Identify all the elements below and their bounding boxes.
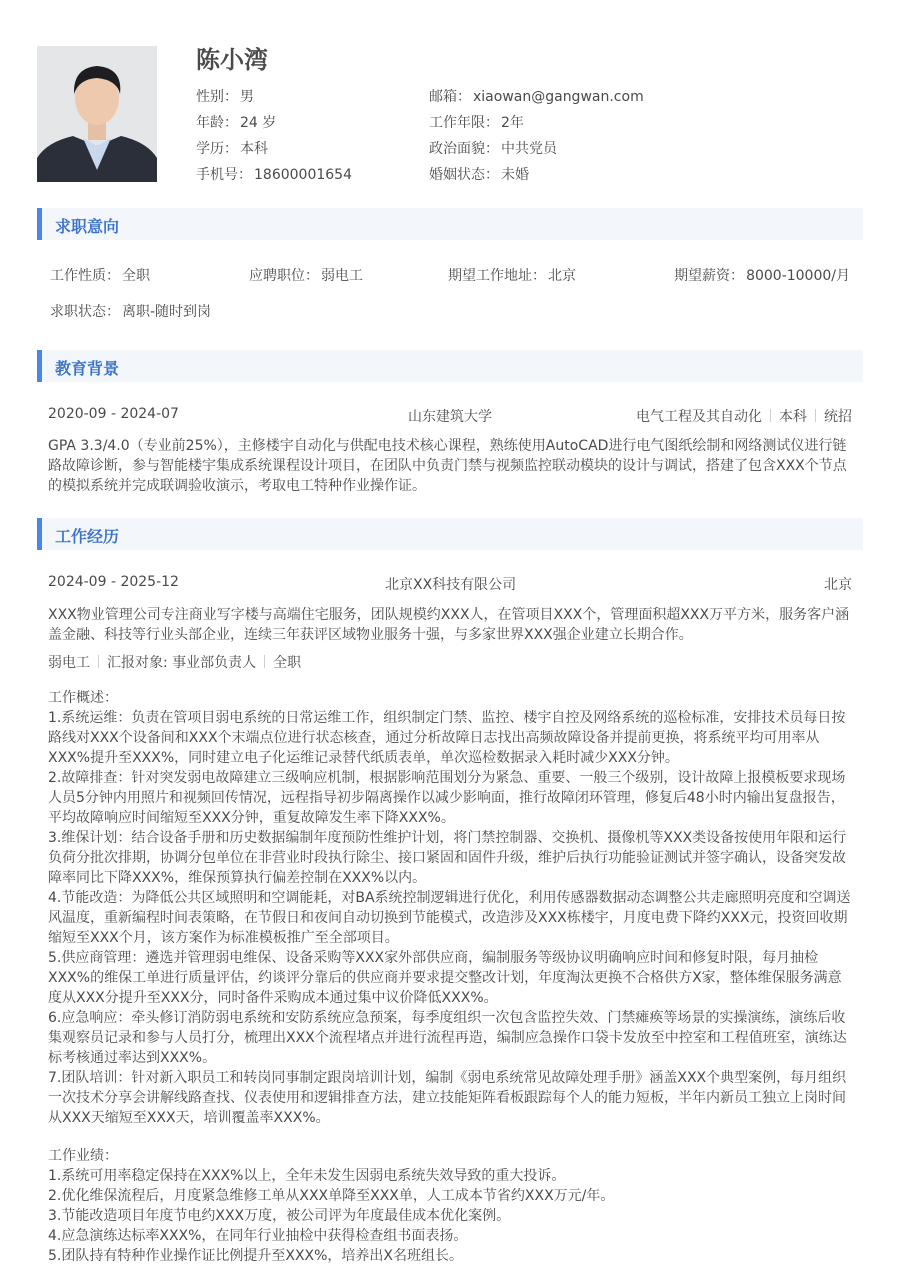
work-overview (48, 688, 852, 1128)
work-city: 北京 (824, 577, 852, 593)
work-role: 弱电工 (48, 655, 90, 671)
marital-label: 婚姻状态： (429, 167, 499, 183)
education-value: 本科 (240, 141, 268, 157)
avatar (37, 46, 157, 182)
intention-type (50, 265, 150, 285)
overview-item: 5.供应商管理：遴选并管理弱电维保、设备采购等XXX家外部供应商，编制服务等级协议明确响应时间和修复时限，每月抽检XXX%的维保工单进行质量评估，约谈评分靠后的供应商并要求提交整改计划，年度淘汰更换不合格供方X家，整体维保服务满意度从XXX分提升至XXX分，同时备件采购成本通过集中议价降低XXX%。 (48, 950, 842, 1006)
years-label: 工作年限： (429, 115, 499, 131)
info-gender (196, 86, 254, 106)
education-type: 统招 (824, 409, 852, 425)
intention-location-value: 北京 (548, 268, 576, 284)
section-accent-bar (37, 518, 42, 550)
intention-type-value: 全职 (122, 268, 150, 284)
result-item: 1.系统可用率稳定保持在XXX%以上，全年未发生因弱电系统失效导致的重大投诉。 (48, 1168, 566, 1184)
politics-label: 政治面貌： (429, 141, 499, 157)
section-title: 教育背景 (55, 359, 120, 378)
age-label: 年龄： (196, 115, 238, 131)
education-school: 山东建筑大学 (408, 409, 492, 425)
overview-item: 6.应急响应：牵头修订消防弱电系统和安防系统应急预案，每季度组织一次包含监控失效、门禁瘫痪等场景的实操演练，演练后收集观察员记录和参与人员打分，梳理出XXX个流程堵点并进行流程再造，编制应急操作口袋卡发放至中控室和工程值班室，演练达标考核通过率达到XXX%。 (48, 1010, 847, 1066)
candidate-name: 陈小湾 (196, 46, 268, 74)
work-results (48, 1146, 852, 1266)
overview-item: 2.故障排查：针对突发弱电故障建立三级响应机制，根据影响范围划分为紧急、重要、一般三个级别，设计故障上报模板要求现场人员5分钟内用照片和视频回传情况，远程指导初步隔离操作以减少影响面，推行故障闭环管理，修复后48小时内输出复盘报告，平均故障响应时间缩短至XXX分钟，重复故障发生率下降XXX%。 (48, 770, 846, 826)
result-item: 3.节能改造项目年度节电约XXX万度，被公司评为年度最佳成本优化案例。 (48, 1208, 511, 1224)
info-years (429, 112, 524, 132)
info-age (196, 112, 276, 132)
education-degree: 本科 (779, 409, 807, 425)
intention-salary-value: 8000-10000/月 (746, 268, 850, 284)
intention-status-label: 求职状态： (50, 304, 120, 320)
section-accent-bar (37, 208, 42, 240)
work-report-to: 汇报对象: 事业部负责人 (107, 655, 257, 671)
section-title: 求职意向 (55, 217, 120, 236)
section-header-education (37, 350, 863, 382)
work-company: 北京XX科技有限公司 (385, 577, 517, 593)
education-major: 电气工程及其自动化 (636, 409, 762, 425)
section-title: 工作经历 (55, 527, 120, 546)
phone-label: 手机号： (196, 167, 252, 183)
intention-position-label: 应聘职位： (249, 268, 319, 284)
politics-value: 中共党员 (501, 141, 557, 157)
work-meta (48, 652, 301, 672)
info-phone (196, 164, 352, 184)
intention-position-value: 弱电工 (321, 268, 363, 284)
overview-title: 工作概述： (48, 690, 118, 706)
work-job-type: 全职 (273, 655, 302, 671)
company-intro: XXX物业管理公司专注商业写字楼与高端住宅服务，团队规模约XXX人，在管项目XXX个，管理面积超XXX万平方米，服务客户涵盖金融、科技等行业头部企业，连续三年获评区域物业服务十强，与多家世界XXX强企业建立长期合作。 (48, 607, 850, 643)
divider (264, 655, 265, 668)
section-accent-bar (37, 350, 42, 382)
education-meta (636, 406, 852, 426)
results-title: 工作业绩： (48, 1148, 118, 1164)
email-value: xiaowan@gangwan.com (473, 89, 644, 105)
result-item: 4.应急演练达标率XXX%，在同年行业抽检中获得检查组书面表扬。 (48, 1228, 468, 1244)
age-value: 24 岁 (240, 115, 277, 131)
divider (815, 409, 816, 422)
overview-item: 1.系统运维：负责在管项目弱电系统的日常运维工作，组织制定门禁、监控、楼宇自控及网络系统的巡检标准，安排技术员每日按路线对XXX个设备间和XXX个末端点位进行状态核查，通过分析故障日志找出高频故障设备并提前更换，将系统平均可用率从XXX%提升至XXX%，同时建立电子化运维记录替代纸质表单，单次巡检数据录入耗时减少XXX分钟。 (48, 710, 846, 766)
result-item: 2.优化维保流程后，月度紧急维修工单从XXX单降至XXX单，人工成本节省约XXX万元/年。 (48, 1188, 615, 1204)
info-politics (429, 138, 557, 158)
intention-salary (674, 265, 850, 285)
info-education (196, 138, 268, 158)
email-label: 邮箱： (429, 89, 471, 105)
avatar-portrait-icon (37, 46, 157, 182)
years-value: 2年 (501, 115, 524, 131)
education-description: GPA 3.3/4.0（专业前25%），主修楼宇自动化与供配电技术核心课程，熟练使用AutoCAD进行电气图纸绘制和网络测试仪进行链路故障诊断，参与智能楼宇集成系统课程设计项目，在团队中负责门禁与视频监控联动模块的设计与调试，搭建了包含XXX个节点的模拟系统并完成联调验收演示，考取电工特种作业操作证。 (48, 438, 847, 494)
intention-status (50, 301, 211, 321)
intention-status-value: 离职-随时到岗 (122, 304, 212, 320)
intention-position (249, 265, 363, 285)
education-period: 2020-09 - 2024-07 (48, 406, 179, 422)
intention-location (448, 265, 576, 285)
divider (98, 655, 99, 668)
intention-salary-label: 期望薪资： (674, 268, 745, 284)
overview-item: 3.维保计划：结合设备手册和历史数据编制年度预防性维护计划，将门禁控制器、交换机、摄像机等XXX类设备按使用年限和运行负荷分批次排期，协调分包单位在非营业时段执行除尘、接口紧固和固件升级，维护后执行功能验证测试并签字确认，设备突发故障率同比下降XXX%，维保预算执行偏差控制在XXX%以内。 (48, 830, 847, 886)
gender-value: 男 (240, 89, 254, 105)
phone-value: 18600001654 (254, 167, 352, 183)
overview-item: 4.节能改造：为降低公共区域照明和空调能耗，对BA系统控制逻辑进行优化，利用传感器数据动态调整公共走廊照明亮度和空调送风温度，重新编程时间表策略，在节假日和夜间自动切换到节能模式，改造涉及XXX栋楼宇，月度电费下降约XXX元，投资回收期缩短至XXX个月，该方案作为标准模板推广至全部项目。 (48, 890, 851, 946)
marital-value: 未婚 (501, 167, 529, 183)
gender-label: 性别： (196, 89, 238, 105)
intention-location-label: 期望工作地址： (448, 268, 546, 284)
result-item: 5.团队持有特种作业操作证比例提升至XXX%，培养出X名班组长。 (48, 1248, 464, 1264)
intention-type-label: 工作性质： (50, 268, 120, 284)
education-label: 学历： (196, 141, 238, 157)
overview-item: 7.团队培训：针对新入职员工和转岗同事制定跟岗培训计划，编制《弱电系统常见故障处理手册》涵盖XXX个典型案例，每月组织一次技术分享会讲解线路查找、仪表使用和逻辑排查方法，建立技能矩阵看板跟踪每个人的能力短板，半年内新员工独立上岗时间从XXX天缩短至XXX天，培训覆盖率XXX%。 (48, 1070, 847, 1126)
section-header-intention (37, 208, 863, 240)
work-period: 2024-09 - 2025-12 (48, 574, 179, 590)
section-header-work (37, 518, 863, 550)
divider (770, 409, 771, 422)
info-email (429, 86, 644, 106)
info-marital (429, 164, 529, 184)
